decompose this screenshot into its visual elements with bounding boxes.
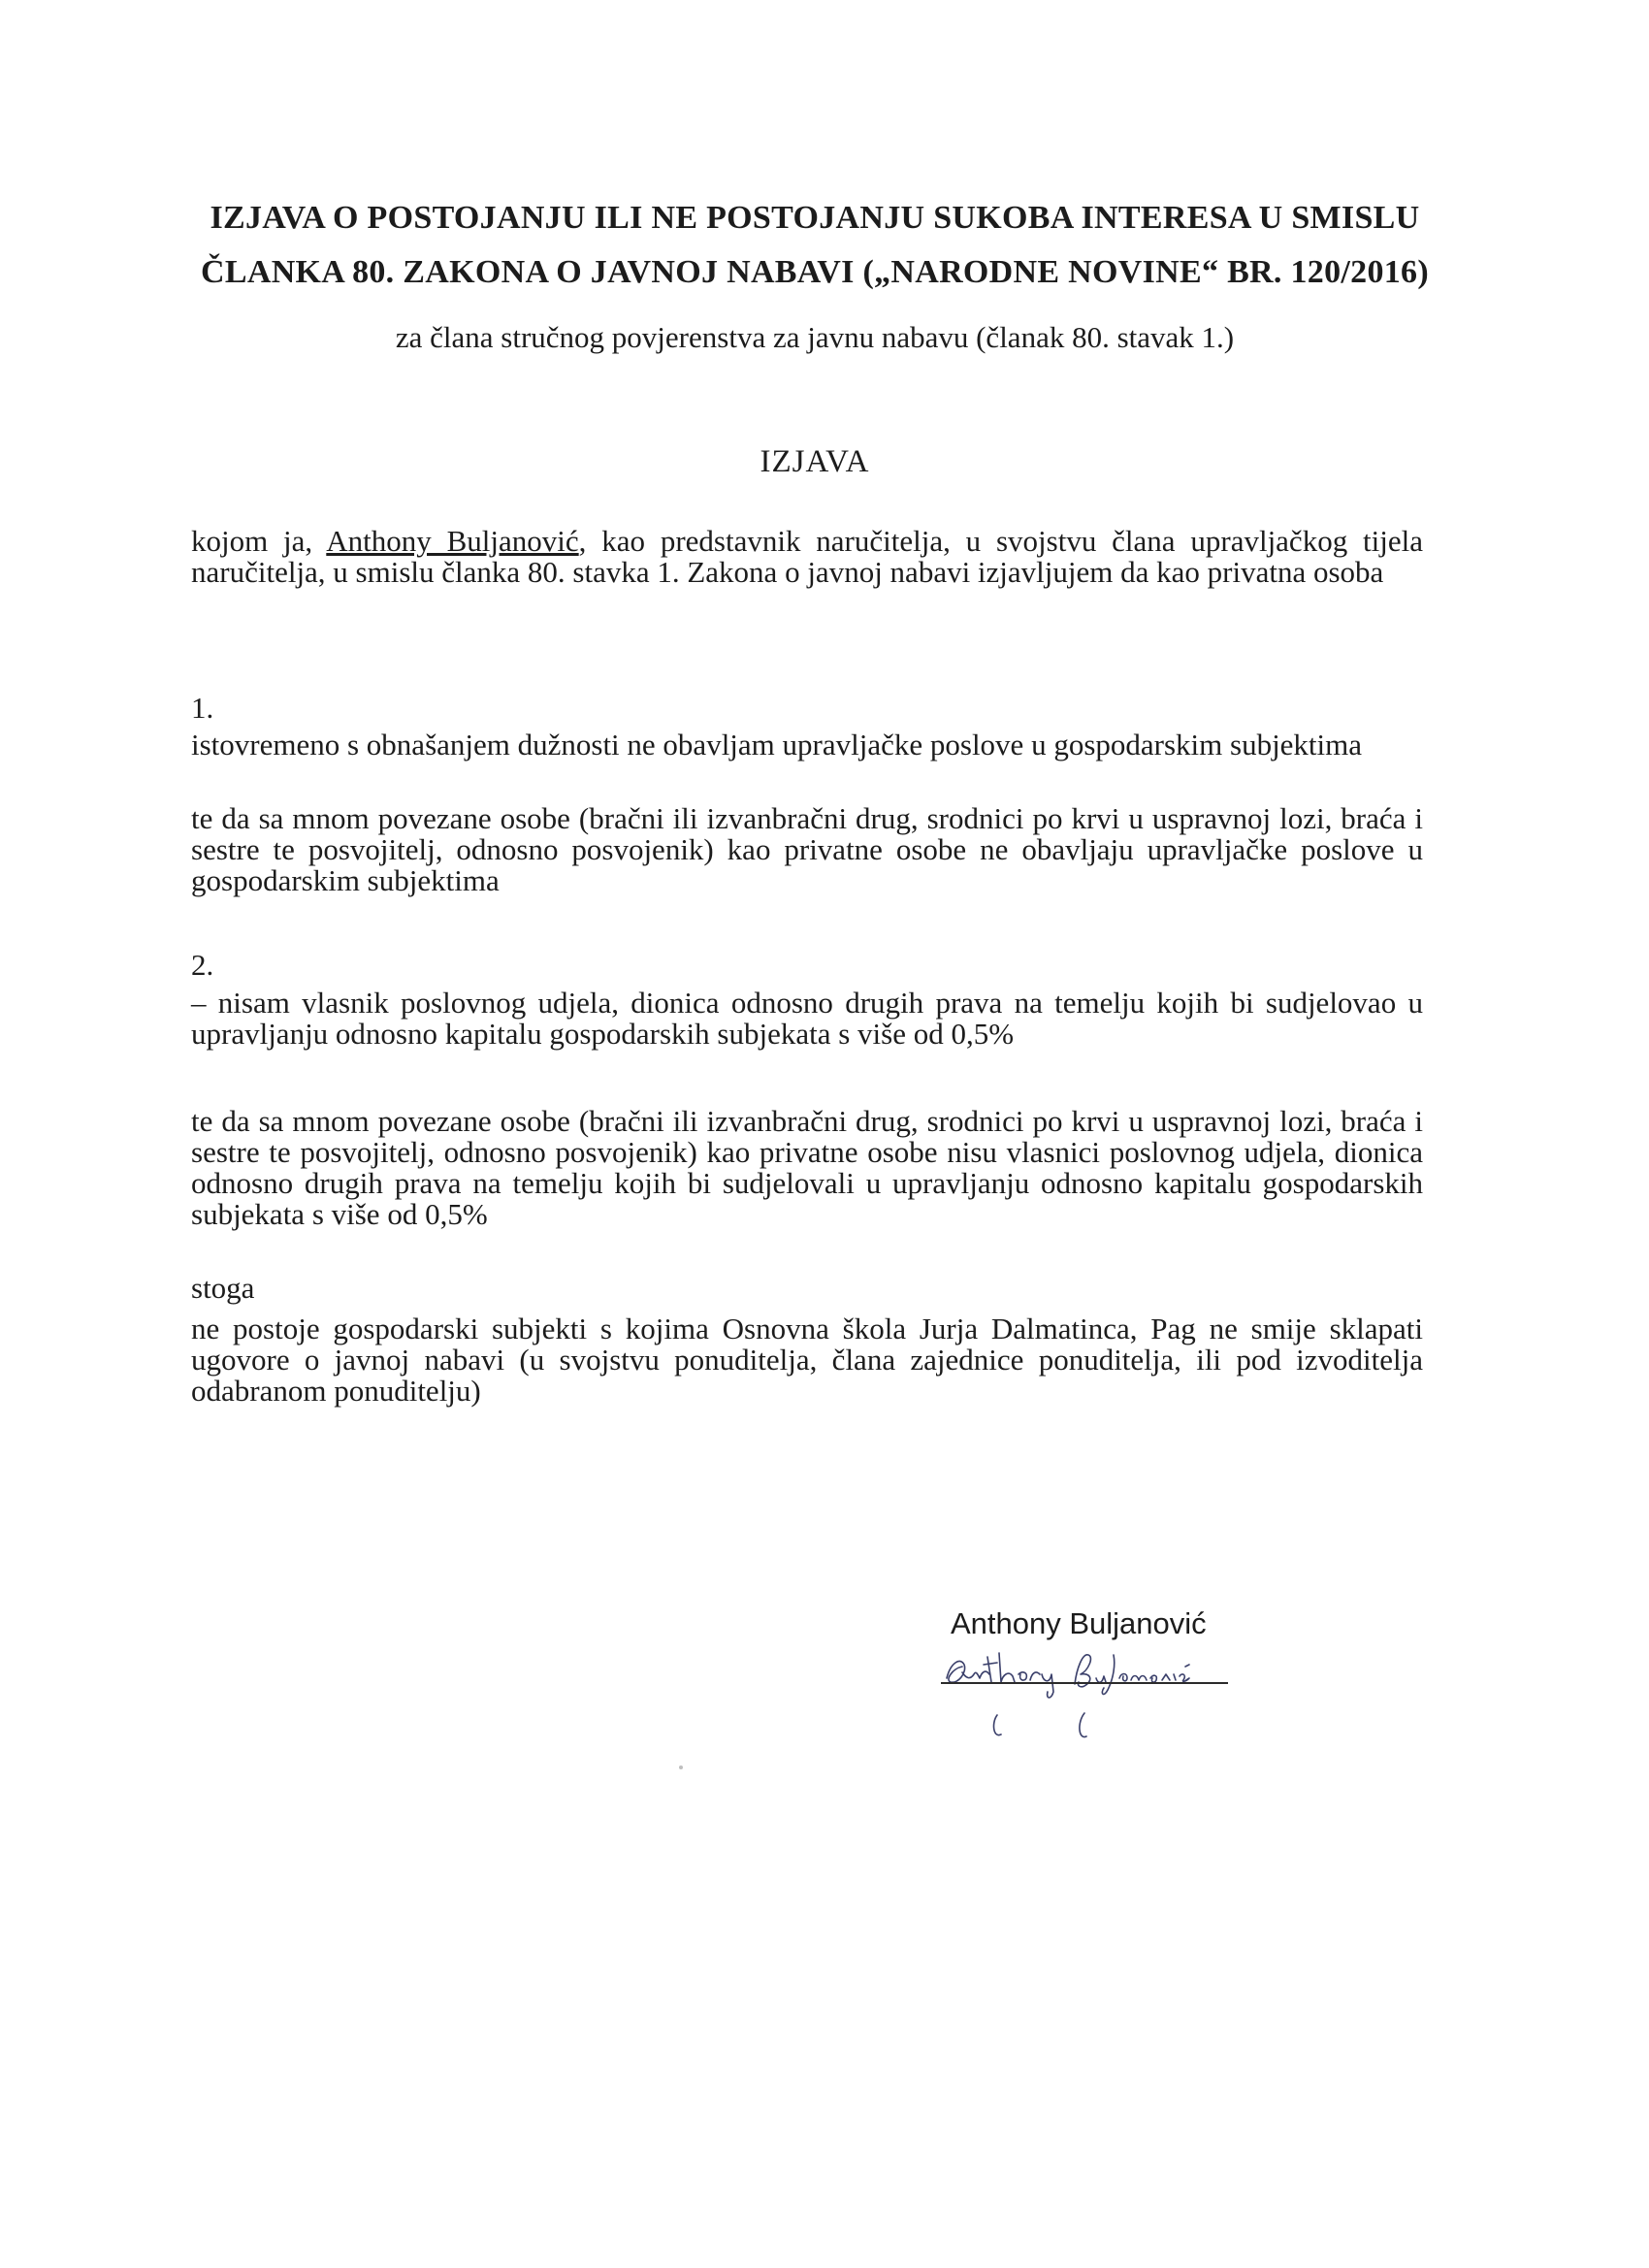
section-2-text-b: te da sa mnom povezane osobe (bračni ili izvanbračni drug, srodnici po krvi u uspravnoj lozi, braća i sestre te posvojitelj, odnosno posvojenik) kao privatne osobe nisu vlasnici poslovnog udjela, dionica odnosno drugih prava na temelju kojih bi sudjelovali u upravljanju odnosno kapitalu gospodarskih subjekata s više od 0,5% [191,1104,1423,1231]
section-1-text-b: te da sa mnom povezane osobe (bračni ili izvanbračni drug, srodnici po krvi u uspravnoj lozi, braća i sestre te posvojitelj, odnosno posvojenik) kao privatne osobe ne obavljaju upravljačke poslove u gospodarskim subjektima [191,801,1423,897]
document-heading-line-2: ČLANKA 80. ZAKONA O JAVNOJ NABAVI („NARODNE NOVINE“ BR. 120/2016) [201,254,1429,290]
declaration-title: IZJAVA [760,444,870,479]
conclusion-text: ne postoje gospodarski subjekti s kojima Osnovna škola Jurja Dalmatinca, Pag ne smije sklapati ugovore o javnoj nabavi (u svojstvu ponuditelja, člana zajednice ponuditelja, ili pod izvoditelja odabranom ponuditelju) [191,1312,1423,1408]
intro-paragraph [191,526,1423,588]
signatory-printed-name: Anthony Buljanović [951,1606,1207,1640]
document-subheading: za člana stručnog povjerenstva za javnu nabavu (članak 80. stavak 1.) [395,320,1235,354]
document-heading-line-1: IZJAVA O POSTOJANJU ILI NE POSTOJANJU SUKOBA INTERESA U SMISLU [210,200,1420,236]
section-1-text-a: istovremeno s obnašanjem dužnosti ne obavljam upravljačke poslove u gospodarskim subjektima [191,728,1363,761]
section-1-number: 1. [191,691,214,725]
conclusion-lead: stoga [191,1271,255,1305]
handwritten-signature [941,1645,1232,1752]
section-2-text-a: – nisam vlasnik poslovnog udjela, dionica odnosno drugih prava na temelju kojih bi sudjelovao u upravljanju odnosno kapitalu gospodarskih subjekata s više od 0,5% [191,986,1423,1051]
declarant-name: Anthony Buljanović [326,524,579,558]
signature-line [941,1682,1228,1684]
intro-before-name: kojom ja, [191,524,327,558]
intro-after-name: , kao predstavnik naručitelja, u svojstvu člana upravljačkog tijela naručitelja, u smislu članka 80. stavka 1. Zakona o javnoj nabavi izjavljujem da kao privatna osoba [191,524,1423,589]
scan-speck [679,1766,683,1769]
section-2-number: 2. [191,948,214,982]
